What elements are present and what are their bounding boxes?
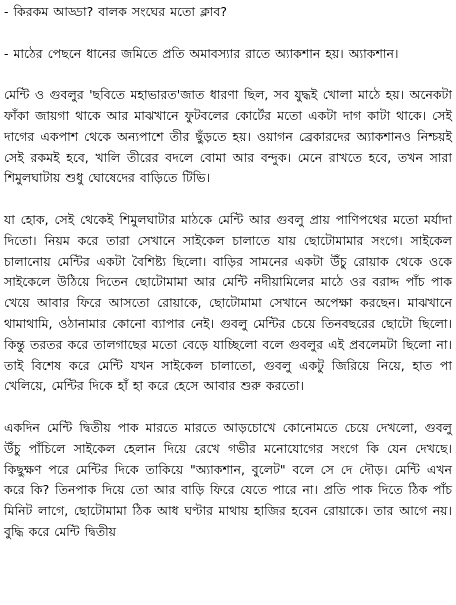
paragraph-question: - কিরকম আড্ডা? বালক সংঘের মতো ক্লাব?	[4, 4, 228, 19]
paragraph-one-day: একদিন মেন্টি দ্বিতীয় পাক মারতে মারতে আড়চোখে কোনোমতে চেয়ে দেখলো, গুবলু উঁচু পাঁচিলে সাইকেল হেলান দিয়ে রেখে গভীর মনোযোগের সংগে কি যেন দেখছে। কিছুক্ষণ পরে মেন্টির দিকে তাকিয়ে "অ্যাকশান, বুলেট" বলে সে দে দৌড়। মেন্টি এখন করে কি? তিনপাক দিয়ে তো আর বাড়ি ফিরে যেতে পারে না। প্রতি পাক দিতে ঠিক পাঁচ মিনিট লাগে, ছোটোমামা ঠিক আধ ঘণ্টার মাথায় হাজির হবেন রোয়াকে। তার আগে নয়। বুদ্ধি করে মেন্টি দ্বিতীয়	[4, 419, 452, 539]
paragraph-battle-notion: মেন্টি ও গুবলুর 'ছবিতে মহাভারত'জাত ধারণা ছিল, সব যুদ্ধই খোলা মাঠে হয়। অনেকটা ফাঁকা জায়গা থাকে আর মাঝখানে ফুটবলের কোর্টের মতো একটা দাগ কাটা থাকে। সেই দাগের একপাশ থেকে অন্যপাশে তীর ছুঁড়তে হয়। ওয়াগন ব্রেকারদের অ্যাকশানও নিশ্চয়ই সেই রকমই হবে, খালি তীরের বদলে বোমা আর বন্দুক। মেনে রাখতে হবে, তখন সারা শিমুলঘাটায় শুধু ঘোষেদের বাড়িতে টিভি।	[4, 87, 452, 186]
paragraph-answer: - মাঠের পেছনে ধানের জমিতে প্রতি অমাবস্যার রাতে অ্যাকশান হয়। অ্যাকশান।	[4, 45, 399, 61]
paragraph-cycling: যা হোক, সেই থেকেই শিমুলঘাটার মাঠকে মেন্টি আর গুবলু প্রায় পাণিপথের মতো মর্যাদা দিতো। নিয়ম করে তারা সেখানে সাইকেল চালাতে যায় ছোটোমামার সংগে। সাইকেল চালানোয় মেন্টির একটা বৈশিষ্ট্য ছিলো। বাড়ির সামনের একটা উঁচু রোয়াক থেকে ওকে সাইকেলে উঠিয়ে দিতেন ছোটোমামা আর মেন্টি নদীয়ামিলের মাঠে ওর বরাদ্দ পাঁচ পাক খেয়ে আবার ফিরে আসতো রোয়াকে, ছোটোমামা সেখানে অপেক্ষা করছেন। মাঝখানে থামাথামি, ওঠানামার কোনো ব্যাপার নেই। গুবলু মেন্টির চেয়ে তিনবছরের ছোটো ছিলো। কিন্তু তরতর করে তালগাছের মতো বেড়ে যাচ্ছিলো বলে গুবলুর এই প্রবলেমটা ছিলো না। তাই বিশেষ করে মেন্টি যখন সাইকেল চালাতো, গুবলু একটু জিরিয়ে নিয়ে, হাত পা খেলিয়ে, মেন্টির দিকে হাঁ হা করে হেসে আবার শুরু করতো।	[4, 211, 452, 394]
